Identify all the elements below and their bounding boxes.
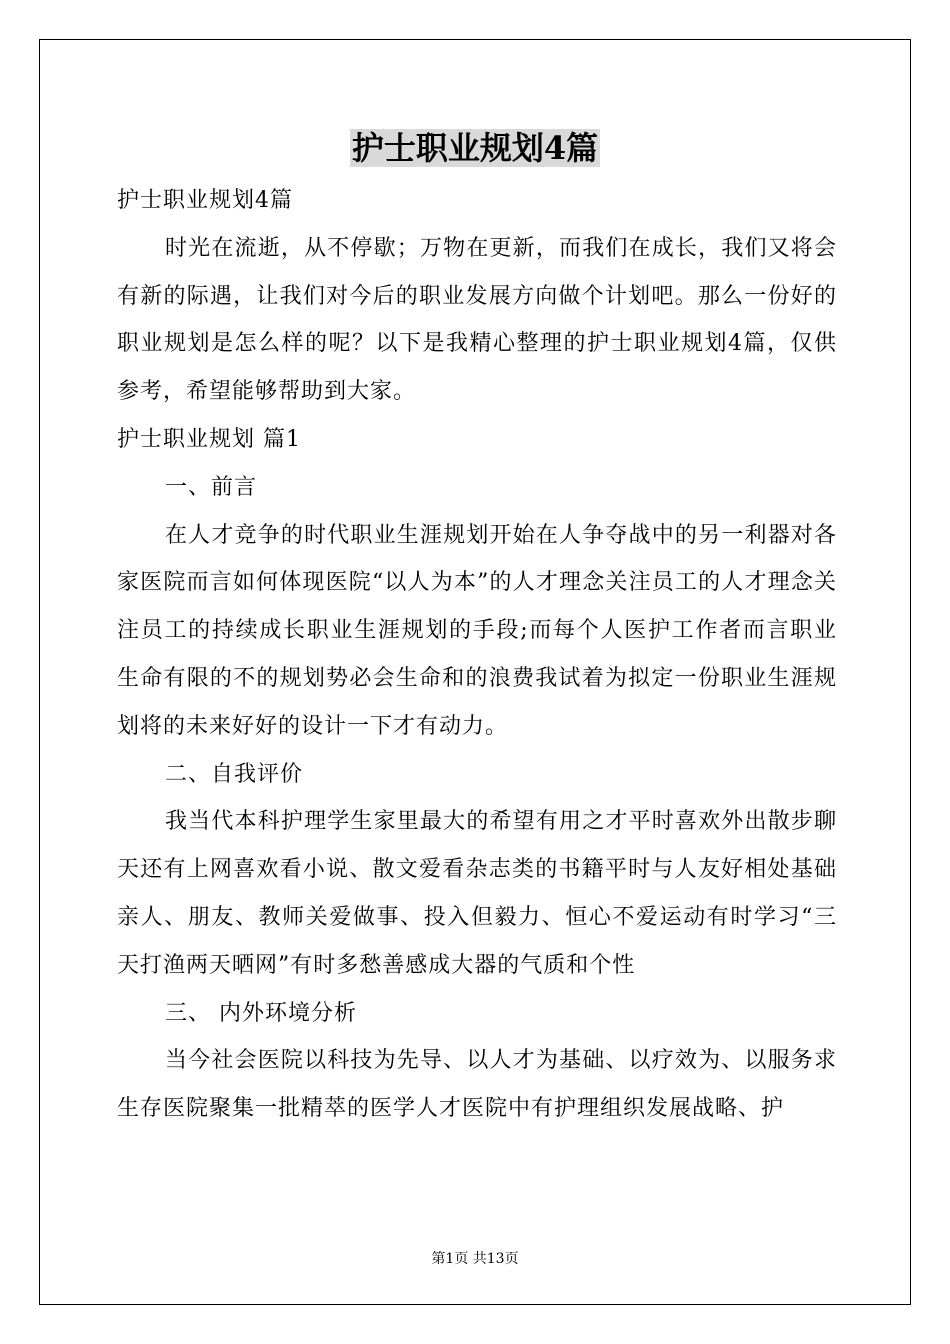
section-heading-part1: 护士职业规划 篇1 [117, 426, 301, 452]
body-paragraph-preface: 在人才竞争的时代职业生涯规划开始在人争夺战中的另一利器对各家医院而言如何体现医院“以人为本”的人才理念关注员工的人才理念关注员工的持续成长职业生涯规划的手段;而每个人医护工作者而言职业生命有限的不的规划势必会生命和的浪费我试着为拟定一份职业生涯规划将的未来好好的设计一下才有动力。 [117, 522, 837, 739]
page-footer [0, 1248, 950, 1268]
body-paragraph-self-evaluation: 我当代本科护理学生家里最大的希望有用之才平时喜欢外出散步聊天还有上网喜欢看小说、散文爱看杂志类的书籍平时与人友好相处基础亲人、朋友、教师关爱做事、投入但毅力、恒心不爱运动有时学习“三天打渔两天晒网”有时多愁善感成大器的气质和个性 [117, 809, 837, 978]
body-paragraph-intro: 时光在流逝，从不停歇；万物在更新，而我们在成长，我们又将会有新的际遇，让我们对今后的职业发展方向做个计划吧。那么一份好的职业规划是怎么样的呢？以下是我精心整理的护士职业规划4篇，仅供参考，希望能够帮助到大家。 [117, 235, 837, 405]
body-paragraph-environment-analysis: 当今社会医院以科技为先导、以人才为基础、以疗效为、以服务求生存医院聚集一批精萃的医学人才医院中有护理组织发展战略、护 [117, 1048, 837, 1122]
document-body [117, 177, 837, 1133]
section-heading-preface: 一、前言 [165, 474, 258, 500]
body-paragraph-subtitle: 护士职业规划4篇 [117, 188, 293, 213]
section-heading-environment-analysis: 三、 内外环境分析 [165, 1000, 357, 1026]
page-number: 第1页 共13页 [431, 1251, 519, 1267]
document-title-text: 护士职业规划4篇 [351, 129, 599, 167]
section-heading-self-evaluation: 二、自我评价 [165, 761, 304, 787]
document-title [0, 126, 950, 170]
